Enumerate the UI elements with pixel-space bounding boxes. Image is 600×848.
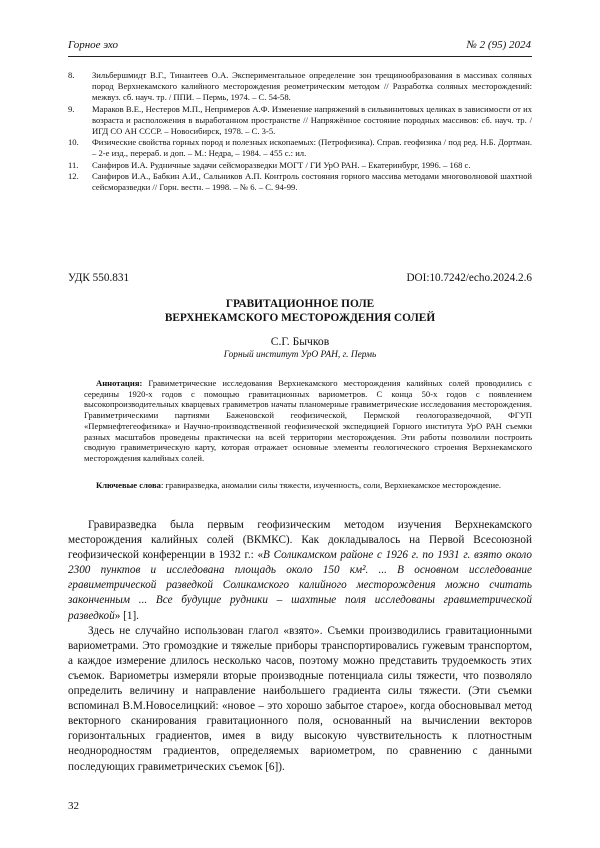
abstract-text: Гравиметрические исследования Верхнекамского месторождения калийных солей проводились с середины 1920-х годов с помощью гравитационных вариометров. С конца 50-х годов с появлением высокопроизводительных кварцевых гравиметров начаты планомерные гравиметрические исследования месторождения. Гравиметрическими партиями Баженовской геофизической, Пермской геологоразведочной, ФГУП «Пермнефтегеофизика» и Научно-производственной геофизической экспедицией Горного института УрО РАН съемки разных масштабов проведены практически на всей территории месторождения. Эти работы позволили построить сводную гравиметрическую карту, которая отражает основные элементы геологического строения Верхнекамского месторождения калийных солей. bbox=[84, 378, 532, 463]
udk-doi-row bbox=[68, 272, 532, 284]
reference-item bbox=[68, 137, 532, 159]
keywords-text: : гравиразведка, аномалии силы тяжести, изученность, соли, Верхнекамское месторождение. bbox=[160, 480, 502, 490]
abstract bbox=[84, 378, 532, 464]
doi-code: DOI:10.7242/echo.2024.2.6 bbox=[406, 272, 532, 284]
author-affiliation: Горный институт УрО РАН, г. Пермь bbox=[223, 350, 377, 360]
reference-text: Санфиров И.А., Бабкин А.И., Сальников А.П. Контроль состояния горного массива методами многоволновой шахтной сейсморазведки // Горн. вестн. – 1998. – № 6. – С. 94-99. bbox=[92, 170, 532, 193]
reference-number: 8. bbox=[68, 70, 75, 80]
reference-number: 11. bbox=[68, 159, 79, 170]
header-rule bbox=[68, 56, 532, 57]
reference-text: Санфиров И.А. Рудничные задачи сейсморазведки МОГТ / ГИ УрО РАН. – Екатеринбург, 1996. – 168 с. bbox=[92, 159, 471, 170]
title-line: ГРАВИТАЦИОННОЕ ПОЛЕ bbox=[225, 298, 375, 310]
article-body bbox=[68, 518, 532, 775]
reference-item bbox=[68, 160, 532, 171]
reference-number: 10. bbox=[68, 137, 79, 148]
reference-number: 12. bbox=[68, 170, 79, 181]
reference-text: Мараков В.Е., Нестеров М.П., Непримеров А.Ф. Изменение напряжений в сильвинитовых целиках в зависимости от их возраста и расположения в выработанном пространстве // Напряжённое состояние породных массивов: сб. науч. тр. / ИГД СО АН СССР. – Новосибирск, 1978. – С. 3-5. bbox=[92, 103, 532, 137]
reference-text: Зильбершмидт В.Г., Тинантеев О.А. Экспериментальное определение зон трещинообразования в массивах соляных пород Верхнекамского калийного месторождения реометрическим методом // Разработка соляных месторождений: межвуз. сб. науч. тр. / ППИ. – Пермь, 1974. – С. 54-58. bbox=[92, 70, 532, 103]
author-name: С.Г. Бычков bbox=[270, 335, 330, 348]
paragraph-text: Гравиразведка была первым геофизическим методом изучения Верхнекамского месторождения калийных солей (ВКМКС). Как докладывалось на Первой Всесоюзной геофизической конференции в 1932 г.: « bbox=[68, 519, 532, 562]
reference-text: Физические свойства горных пород и полезных ископаемых: (Петрофизика). Справ. геофизика / под ред. Н.Б. Дортман. – 2-е изд., перераб. и доп. – М.: Недра, – 1984. – 455 с.: ил. bbox=[92, 137, 532, 159]
page-number: 32 bbox=[68, 800, 79, 812]
reference-list bbox=[68, 70, 532, 193]
paragraph-text: » [1]. bbox=[114, 609, 139, 622]
reference-item bbox=[68, 104, 532, 138]
reference-item bbox=[68, 70, 532, 104]
udk-code: УДК 550.831 bbox=[68, 272, 130, 284]
keywords-label: Ключевые слова bbox=[96, 480, 161, 490]
quote-text: В Соликамском районе с 1926 г. по 1931 г. взято около 2300 пунктов и исследована площадь около 150 км². ... В основном исследование гравиметрической разведкой Соликамского калийного месторождения можно считать законченным ... Все будущие рудники – шахтные поля исследованы гравиметрической разведкой bbox=[68, 549, 532, 622]
title-line: ВЕРХНЕКАМСКОГО МЕСТОРОЖДЕНИЯ СОЛЕЙ bbox=[164, 311, 436, 324]
issue-number: № 2 (95) 2024 bbox=[466, 39, 531, 51]
abstract-label: Аннотация: bbox=[96, 378, 143, 388]
article-title bbox=[68, 298, 532, 325]
journal-title: Горное эхо bbox=[68, 39, 119, 51]
body-paragraph: Здесь не случайно использован глагол «взято». Съемки производились гравитационными вариометрами. Это громоздкие и тяжелые приборы транспортировались гужевым транспортом, а каждое измерение длилось несколько часов, поэтому можно представить трудоемкость этих съемок. Вариометры измеряли вторые производные потенциала силы тяжести, что позволяло определить величину и направление наибольшего градиента силы тяжести. (Эти съемки вспоминал В.М.Новоселицкий: «новое – это хорошо забытое старое», когда обосновывал метод векторного сканирования гравитационного поля, основанный на вычислении векторов горизонтальных градиентов, имея в виду высокую чувствительность к плотностным неоднородностям градиентов, определяемых вариометром, по сравнению с данными последующих гравиметрических съемок [6]). bbox=[68, 624, 532, 773]
reference-number: 9. bbox=[68, 103, 75, 114]
keywords bbox=[84, 480, 532, 491]
body-paragraph bbox=[68, 518, 532, 624]
reference-item bbox=[68, 171, 532, 193]
